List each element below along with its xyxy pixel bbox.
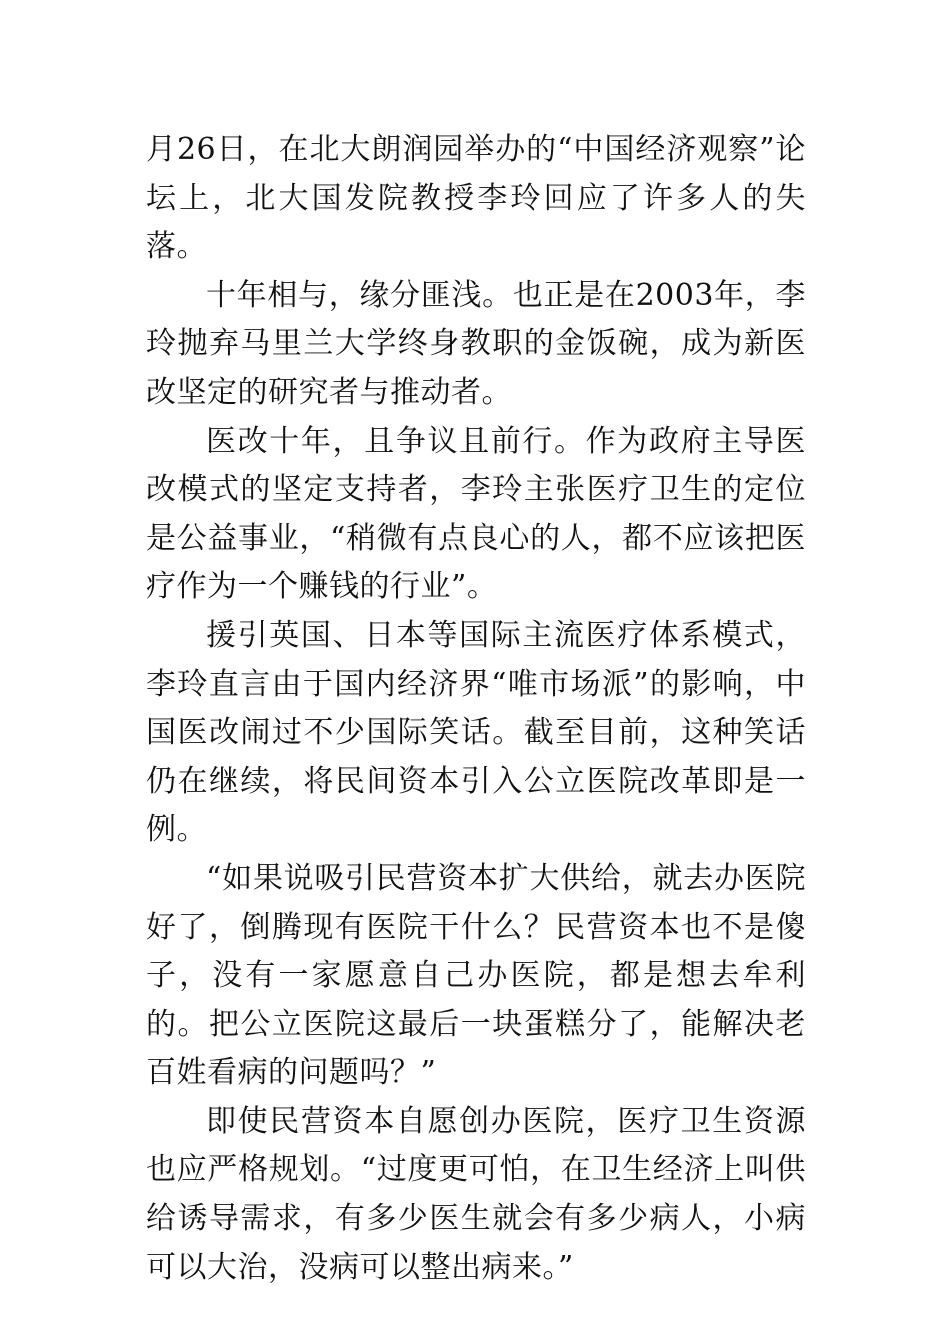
paragraph-4: 援引英国、日本等国际主流医疗体系模式，李玲直言由于国内经济界“唯市场派”的影响，中国医改闹过不少国际笑话。截至目前，这种笑话仍在继续，将民间资本引入公立医院改革即是一例。: [146, 617, 806, 848]
paragraph-3: 医改十年，且争议且前行。作为政府主导医改模式的坚定支持者，李玲主张医疗卫生的定位是公益事业，“稍微有点良心的人，都不应该把医疗作为一个赚钱的行业”。: [146, 423, 806, 605]
article-body: [146, 126, 806, 1292]
paragraph-2: 十年相与，缘分匪浅。也正是在2003年，李玲抛弃马里兰大学终身教职的金饭碗，成为新医改坚定的研究者与推动者。: [146, 277, 806, 410]
paragraph-1: 月26日，在北大朗润园举办的“中国经济观察”论坛上，北大国发院教授李玲回应了许多人的失落。: [146, 132, 806, 265]
paragraph-5: “如果说吸引民营资本扩大供给，就去办医院好了，倒腾现有医院干什么？民营资本也不是傻子，没有一家愿意自己办医院，都是想去牟利的。把公立医院这最后一块蛋糕分了，能解决老百姓看病的问题吗？”: [146, 860, 806, 1091]
paragraph-6: 即使民营资本自愿创办医院，医疗卫生资源也应严格规划。“过度更可怕，在卫生经济上叫供给诱导需求，有多少医生就会有多少病人，小病可以大治，没病可以整出病来。”: [146, 1103, 806, 1285]
